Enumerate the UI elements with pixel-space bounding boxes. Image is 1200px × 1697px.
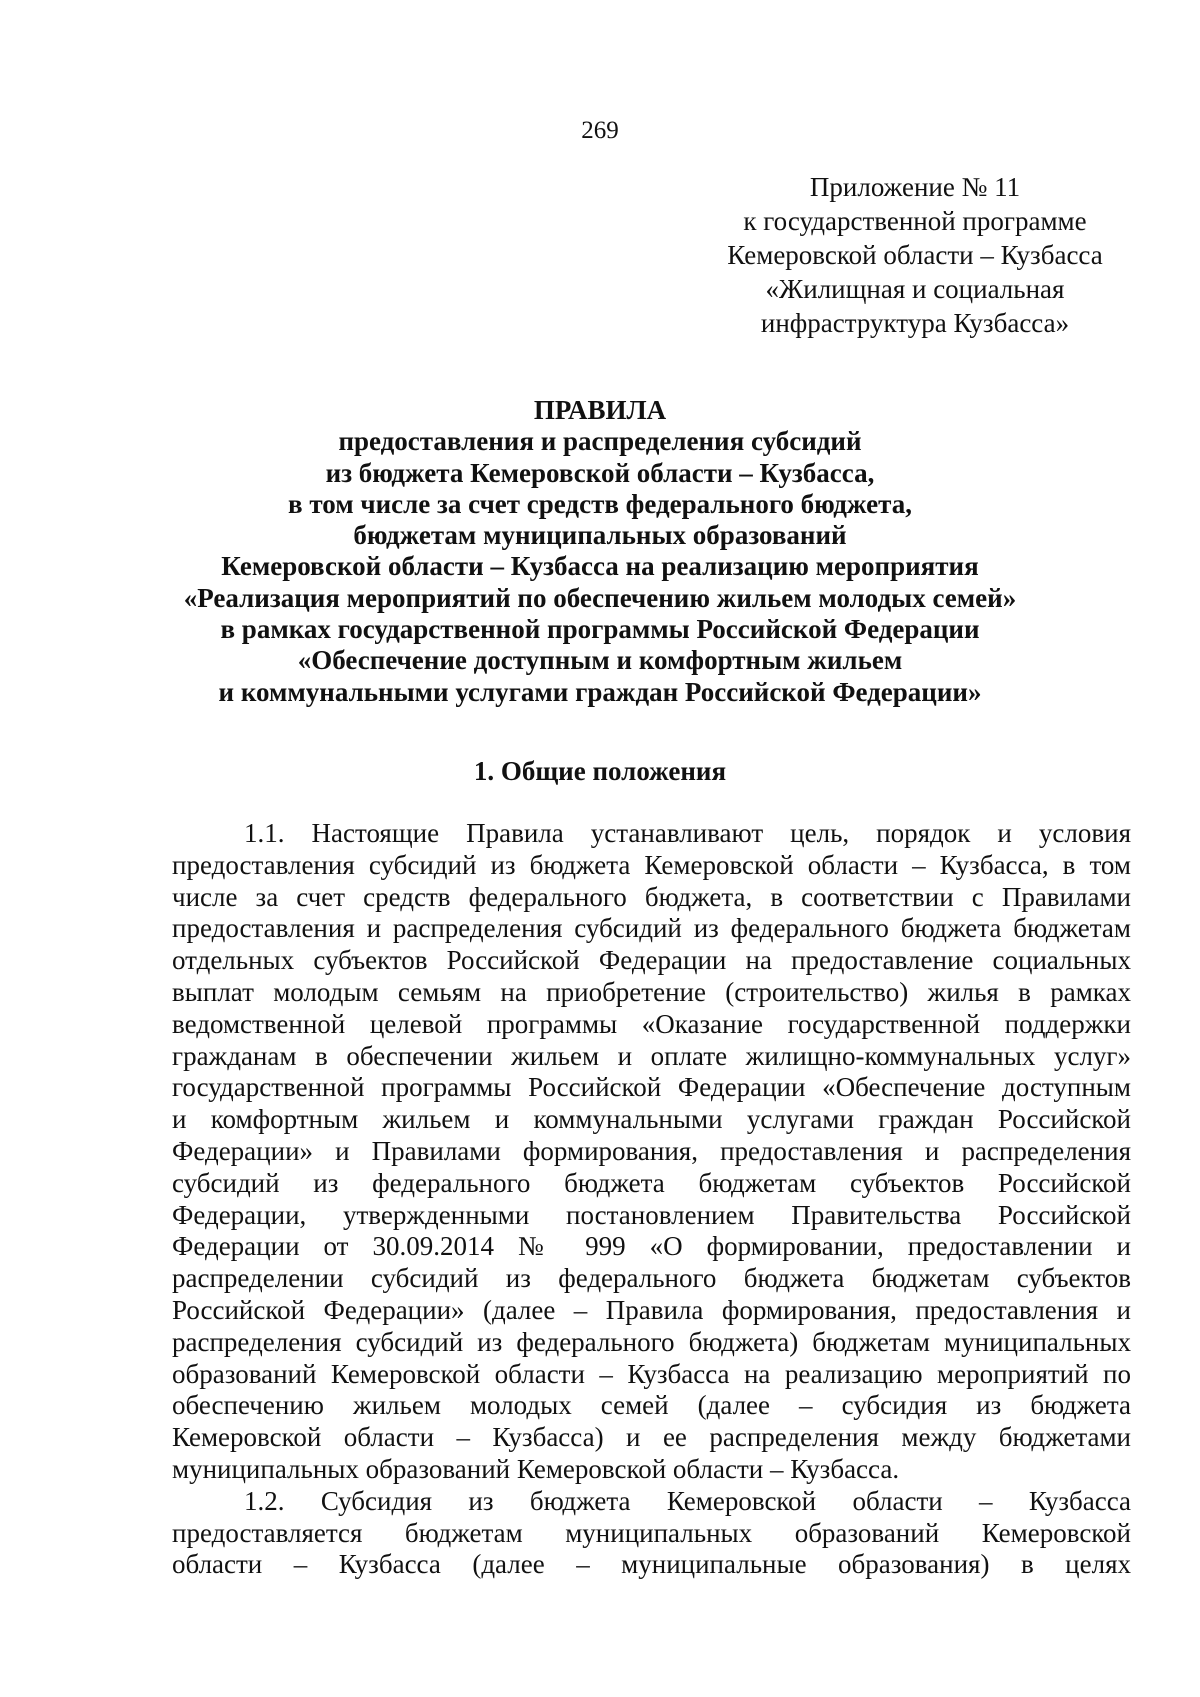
page-number: 269: [581, 117, 619, 144]
section-heading: 1. Общие положения: [473, 756, 727, 786]
appendix-line: Приложение № 11: [809, 172, 1021, 202]
title-line: бюджетам муниципальных образований: [353, 520, 847, 551]
appendix-line: «Жилищная и социальная: [765, 274, 1065, 304]
text-line: предоставляется бюджетам муниципальных образований Кемеровской: [172, 1517, 1131, 1548]
text-line: числе за счет средств федерального бюджета, в соответствии с Правилами: [172, 881, 1131, 912]
appendix-line: Кемеровской области – Кузбасса: [727, 240, 1103, 270]
text-line: предоставления субсидий из бюджета Кемеровской области – Кузбасса, в том: [172, 849, 1131, 880]
title-line: в том числе за счет средств федерального бюджета,: [288, 488, 912, 519]
title-line: «Реализация мероприятий по обеспечению жильем молодых семей»: [183, 582, 1017, 613]
text-line: выплат молодым семьям на приобретение (строительство) жилья в рамках: [172, 976, 1131, 1007]
text-line: Кемеровской области – Кузбасса) и ее распределения между бюджетами: [172, 1422, 1131, 1453]
text-line: обеспечению жильем молодых семей (далее – субсидия из бюджета: [172, 1390, 1131, 1421]
text-line: ведомственной целевой программы «Оказание государственной поддержки: [172, 1008, 1131, 1039]
title-line: Кемеровской области – Кузбасса на реализацию мероприятия: [221, 551, 979, 582]
text-line: Федерации, утвержденными постановлением Правительства Российской: [172, 1199, 1131, 1230]
text-line: Федерации от 30.09.2014 № 999 «О формировании, предоставлении и: [172, 1231, 1131, 1262]
text-line: и комфортным жильем и коммунальными услугами граждан Российской: [172, 1104, 1131, 1135]
text-line: области – Кузбасса (далее – муниципальные образования) в целях: [172, 1549, 1131, 1580]
paragraph-1-2: [172, 1486, 1131, 1581]
appendix-line: инфраструктура Кузбасса»: [760, 308, 1070, 338]
text-line: предоставления и распределения субсидий из федерального бюджета бюджетам: [172, 913, 1131, 944]
text-line: распределении субсидий из федерального бюджета бюджетам субъектов: [172, 1263, 1131, 1294]
title-line: из бюджета Кемеровской области – Кузбасса,: [325, 457, 875, 488]
title-line: предоставления и распределения субсидий: [338, 426, 862, 457]
paragraph-1-1: [172, 818, 1131, 1486]
text-line: образований Кемеровской области – Кузбасса на реализацию мероприятий по: [172, 1358, 1131, 1389]
text-line: распределения субсидий из федерального бюджета) бюджетам муниципальных: [172, 1326, 1131, 1357]
appendix-line: к государственной программе: [743, 206, 1087, 236]
document-title: [100, 395, 1100, 708]
title-line: и коммунальными услугами граждан Российской Федерации»: [218, 676, 982, 707]
text-line: муниципальных образований Кемеровской области – Кузбасса.: [172, 1453, 900, 1484]
title-main: ПРАВИЛА: [533, 395, 667, 425]
text-line: Российской Федерации» (далее – Правила формирования, предоставления и: [172, 1294, 1131, 1325]
text-line: Федерации» и Правилами формирования, предоставления и распределения: [172, 1135, 1131, 1166]
appendix-block: [700, 170, 1130, 340]
title-line: в рамках государственной программы Российской Федерации: [220, 614, 980, 645]
text-line: субсидий из федерального бюджета бюджетам субъектов Российской: [172, 1167, 1131, 1198]
text-line: 1.2. Субсидия из бюджета Кемеровской области – Кузбасса: [244, 1485, 1131, 1516]
text-line: отдельных субъектов Российской Федерации на предоставление социальных: [172, 945, 1131, 976]
body-text: [172, 818, 1131, 1581]
text-line: гражданам в обеспечении жильем и оплате жилищно-коммунальных услуг»: [172, 1040, 1131, 1071]
text-line: государственной программы Российской Федерации «Обеспечение доступным: [172, 1072, 1131, 1103]
title-line: «Обеспечение доступным и комфортным жильем: [297, 645, 903, 676]
text-line: 1.1. Настоящие Правила устанавливают цель, порядок и условия: [244, 818, 1131, 848]
